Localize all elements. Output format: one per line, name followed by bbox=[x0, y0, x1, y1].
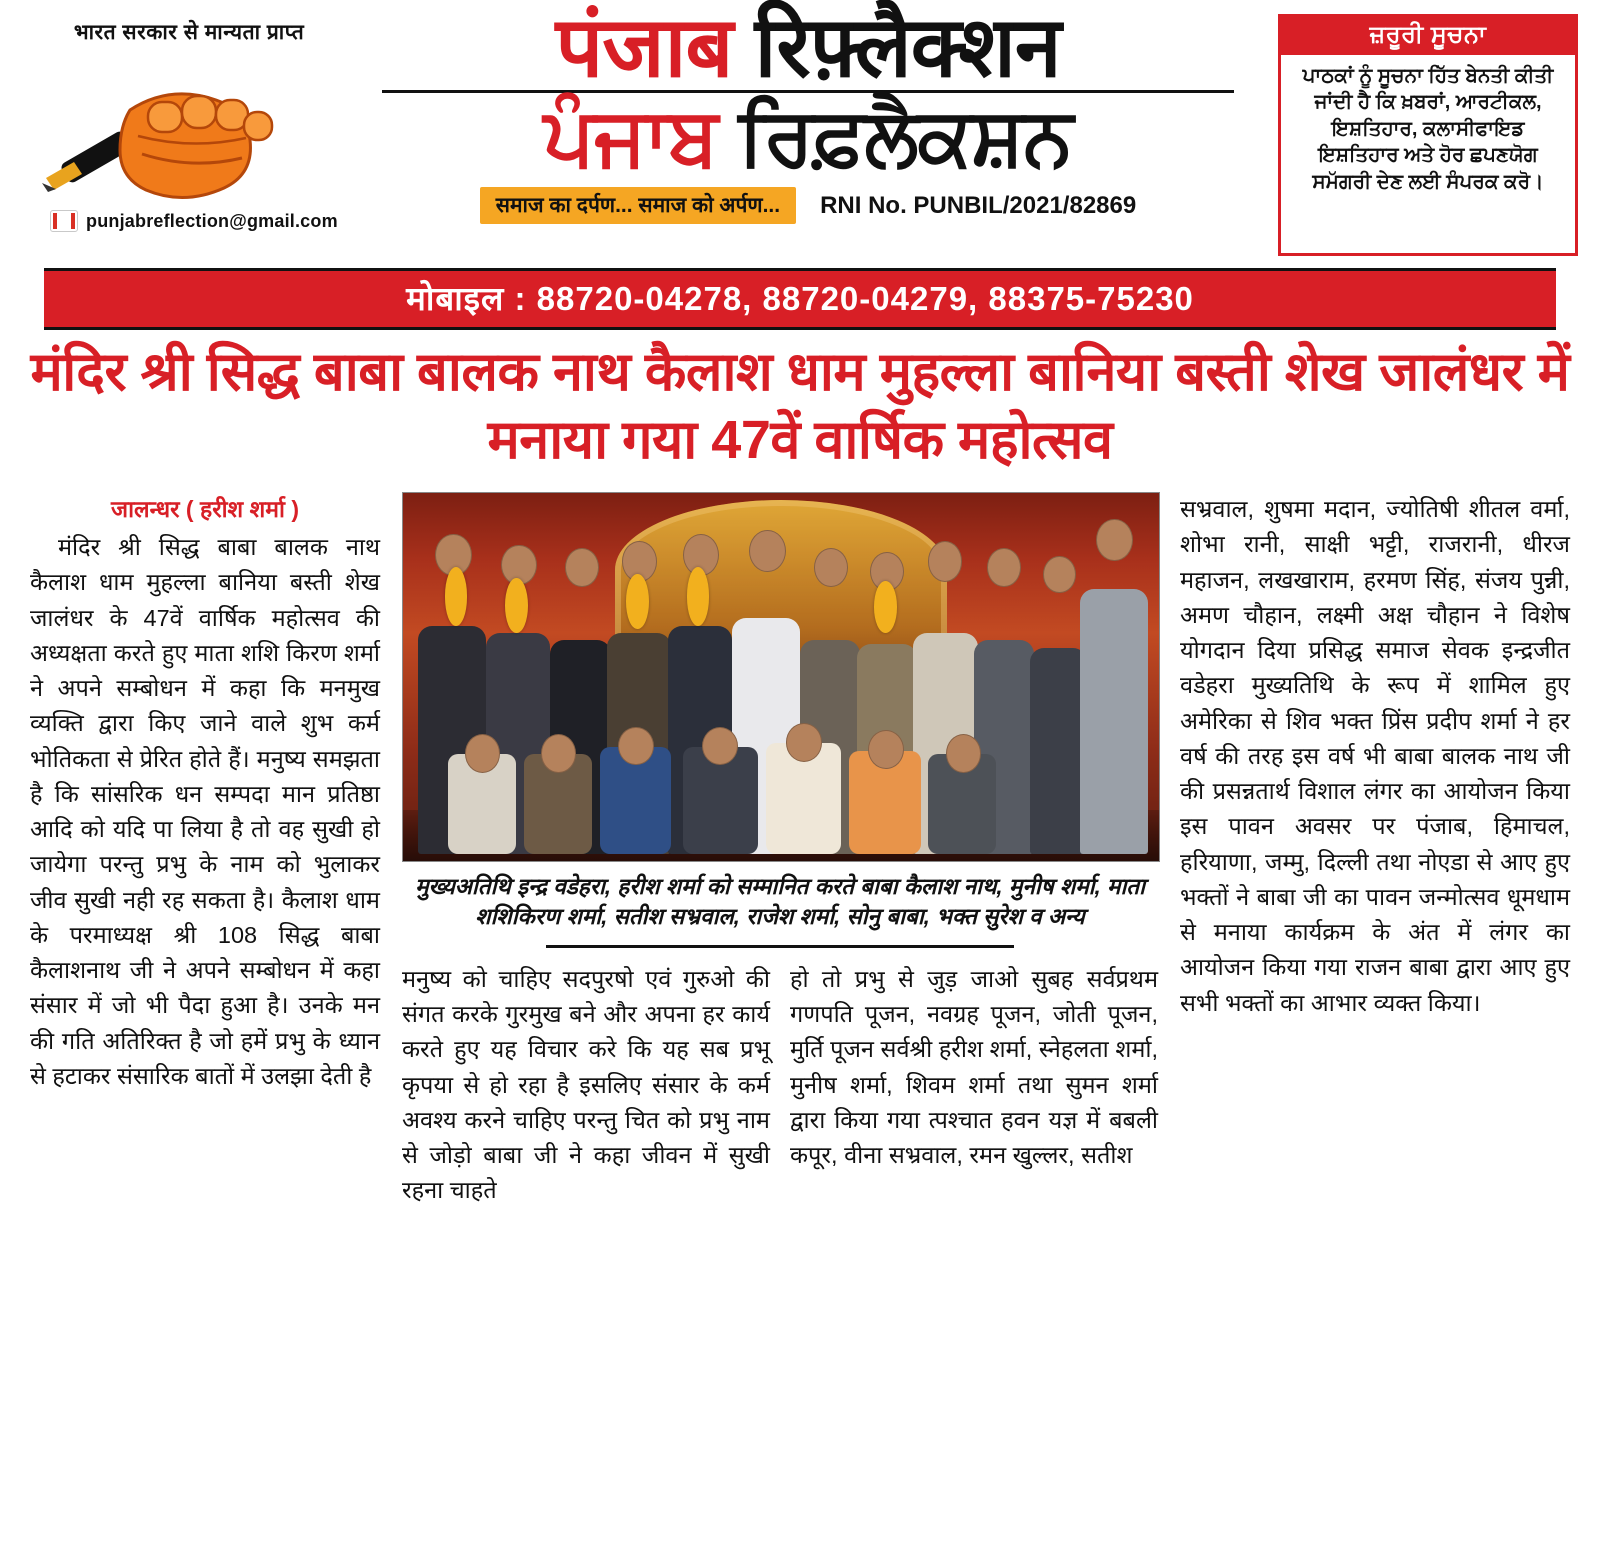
sub-columns bbox=[402, 962, 1158, 1209]
tagline-row bbox=[352, 187, 1264, 224]
article-body bbox=[0, 484, 1600, 1209]
title-hindi bbox=[352, 0, 1264, 94]
column-two bbox=[402, 962, 770, 1209]
govt-recognition-line: भारत सरकार से मान्यता प्राप्त bbox=[73, 21, 305, 44]
page-title: मंदिर श्री सिद्ध बाबा बालक नाथ कैलाश धाम मुहल्ला बानिया बस्ती शेख जालंधर में मनाया गया 47वें वार्षिक महोत्सव bbox=[30, 342, 1570, 471]
column-three bbox=[790, 962, 1158, 1209]
column-center bbox=[402, 492, 1158, 1209]
title-hindi-black: रिफ़्लैक्शन bbox=[754, 0, 1061, 94]
paper-title-block bbox=[352, 0, 1264, 224]
dateline: जालन्धर ( हरीश शर्मा ) bbox=[111, 496, 299, 523]
mobile-numbers-bar: मोबाइल : 88720-04278, 88720-04279, 88375-75230 bbox=[44, 268, 1556, 330]
logo-block bbox=[22, 0, 352, 232]
column-four bbox=[1180, 492, 1570, 1209]
gmail-icon bbox=[50, 210, 78, 232]
email-address: punjabreflection@gmail.com bbox=[86, 210, 338, 231]
article-paragraph-4: सभ्रवाल, शुषमा मदान, ज्योतिषी शीतल वर्मा, शोभा रानी, साक्षी भट्टी, राजरानी, धीरज महाजन, लखखाराम, हरमण सिंह, संजय पुन्नी, अमण चौहान, लक्ष्मी अक्ष चौहान ने विशेष योगदान दिया प्रसिद्ध समाज सेवक इन्द्रजीत वडेहरा मुख्यतिथि के रूप में शामिल हुए अमेरिका से शिव भक्त प्रिंस प्रदीप शर्मा ने हर वर्ष की तरह इस वर्ष भी बाबा बालक नाथ जी की प्रसन्नतार्थ विशाल लंगर का आयोजन किया इस पावन अवसर पर पंजाब, हिमाचल, हरियाणा, जम्मु, दिल्ली तथा नोएडा से आए हुए भक्तों ने बाबा जी का पावन जन्मोत्सव धूमधाम से मनाया कार्यक्रम के अंत में लंगर का आयोजन किया गया राजन बाबा द्वारा आए हुए सभी भक्तों का आभार व्यक्त किया। bbox=[1180, 496, 1570, 1016]
article-paragraph-2: मनुष्य को चाहिए सदपुरषो एवं गुरुओ की संगत करके गुरमुख बने और अपना हर कार्य करते हुए यह विचार करे कि यह सब प्रभू कृपया से हो रहा है इसलिए संसार के कर्म अवश्य करने चाहिए परन्तु चित को प्रभु नाम से जोड़ो बाबा जी ने कहा जीवन में सुखी रहना चाहते bbox=[402, 965, 770, 1204]
rni-number: RNI No. PUNBIL/2021/82869 bbox=[820, 191, 1137, 219]
title-punjabi-red: ਪੰਜਾਬ bbox=[543, 92, 718, 182]
title-hindi-red: पंजाब bbox=[555, 0, 733, 94]
hand-holding-pen-icon bbox=[22, 50, 352, 200]
notice-title: ਜ਼ਰੂਰੀ ਸੂਚਨਾ bbox=[1281, 17, 1575, 55]
article-photo bbox=[402, 492, 1160, 862]
masthead bbox=[0, 0, 1600, 317]
title-punjabi bbox=[352, 92, 1264, 182]
title-punjabi-black: ਰਿਫ਼ਲੈਕਸ਼ਨ bbox=[738, 92, 1073, 182]
column-one bbox=[30, 492, 380, 1209]
tagline: समाज का दर्पण... समाज को अर्पण... bbox=[480, 187, 796, 224]
important-notice-box bbox=[1278, 14, 1578, 256]
email-row bbox=[22, 210, 352, 232]
photo-caption: मुख्यअतिथि इन्द्र वडेहरा, हरीश शर्मा को सम्मानित करते बाबा कैलाश नाथ, मुनीष शर्मा, माता शशिकिरण शर्मा, सतीश सभ्रवाल, राजेश शर्मा, सोनु बाबा, भक्त सुरेश व अन्य bbox=[415, 874, 1145, 930]
article-paragraph-1: मंदिर श्री सिद्ध बाबा बालक नाथ कैलाश धाम मुहल्ला बानिया बस्ती शेख जालंधर के 47वें वार्षिक महोत्सव की अध्यक्षता करते हुए माता शशि किरण शर्मा ने अपने सम्बोधन में कहा कि मनमुख व्यक्ति द्वारा किए जाने वाले शुभ कर्म भोतिकता से प्रेरित होते हैं। मनुष्य समझता है कि सांसरिक धन सम्पदा मान प्रतिष्ठा आदि को यदि पा लिया है तो वह सुखी हो जायेगा परन्तु प्रभु के नाम को भुलाकर जीव सुखी नही रह सकता है। कैलाश धाम के परमाध्यक्ष श्री 108 सिद्ध बाबा कैलाशनाथ जी ने अपने सम्बोधन में कहा संसार में जो भी पैदा हुआ है। उनके मन की गति अतिरिक्त है जो हमें प्रभु के ध्यान से हटाकर संसारिक बातों में उलझा देती है bbox=[30, 534, 380, 1089]
caption-divider bbox=[546, 945, 1015, 948]
notice-body: ਪਾਠਕਾਂ ਨੂੰ ਸੂਚਨਾ ਹਿੱਤ ਬੇਨਤੀ ਕੀਤੀ ਜਾਂਦੀ ਹੈ ਕਿ ਖ਼ਬਰਾਂ, ਆਰਟੀਕਲ, ਇਸ਼ਤਿਹਾਰ, ਕਲਾਸੀਫਾਇਡ ਇਸ਼ਤਿਹਾਰ ਅਤੇ ਹੋਰ ਛਪਣਯੋਗ ਸਮੱਗਰੀ ਦੇਣ ਲਈ ਸੰਪਰਕ ਕਰੋ। bbox=[1302, 65, 1554, 193]
article-paragraph-3: हो तो प्रभु से जुड़ जाओ सुबह सर्वप्रथम गणपति पूजन, नवग्रह पूजन, जोती पूजन, मुर्ति पूजन सर्वश्री हरीश शर्मा, स्नेहलता शर्मा, मुनीष शर्मा, शिवम शर्मा तथा सुमन शर्मा द्वारा किया गया त्पश्चात हवन यज्ञ में बबली कपूर, वीना सभ्रवाल, रमन खुल्लर, सतीश bbox=[790, 965, 1158, 1169]
